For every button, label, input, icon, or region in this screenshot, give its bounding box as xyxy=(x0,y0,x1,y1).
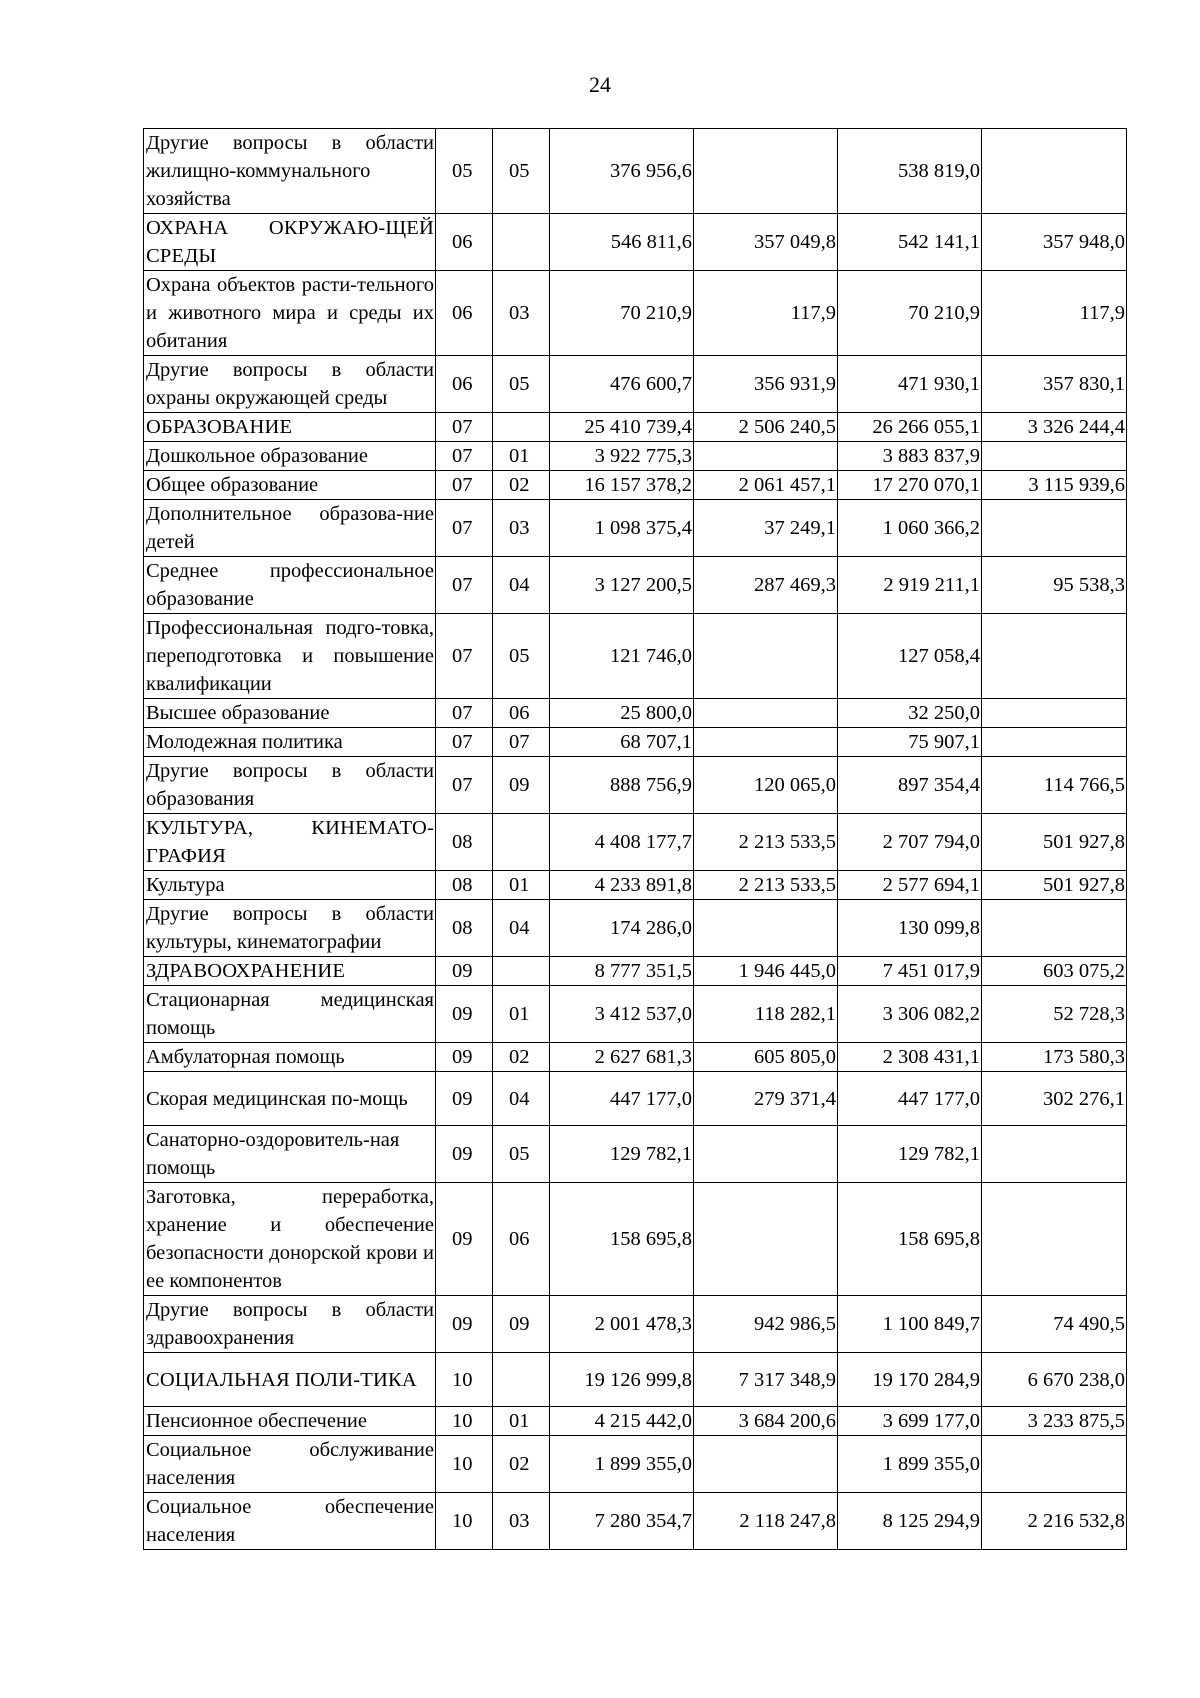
amount-2-cell: 2 118 247,8 xyxy=(694,1493,838,1550)
row-name-cell: Санаторно-оздоровитель-ная помощь xyxy=(144,1126,436,1183)
section-code-cell: 08 xyxy=(436,814,493,871)
section-code-cell: 07 xyxy=(436,413,493,442)
table-row xyxy=(144,1436,1127,1493)
subsection-code-cell: 09 xyxy=(493,1296,550,1353)
table-row xyxy=(144,471,1127,500)
amount-3-cell: 127 058,4 xyxy=(838,614,982,699)
amount-2-cell xyxy=(694,900,838,957)
amount-2-cell: 37 249,1 xyxy=(694,500,838,557)
amount-1-cell: 19 126 999,8 xyxy=(550,1353,694,1407)
subsection-code-cell xyxy=(493,413,550,442)
amount-2-cell: 356 931,9 xyxy=(694,356,838,413)
section-code-cell: 07 xyxy=(436,699,493,728)
table-row xyxy=(144,900,1127,957)
section-code-cell: 06 xyxy=(436,271,493,356)
amount-2-cell: 2 213 533,5 xyxy=(694,814,838,871)
amount-3-cell: 32 250,0 xyxy=(838,699,982,728)
row-name-cell: ЗДРАВООХРАНЕНИЕ xyxy=(144,957,436,986)
amount-4-cell xyxy=(982,442,1127,471)
section-code-cell: 08 xyxy=(436,900,493,957)
table-row xyxy=(144,1043,1127,1072)
row-name-cell: Дошкольное образование xyxy=(144,442,436,471)
amount-1-cell: 2 001 478,3 xyxy=(550,1296,694,1353)
section-code-cell: 06 xyxy=(436,356,493,413)
subsection-code-cell: 07 xyxy=(493,728,550,757)
section-code-cell: 10 xyxy=(436,1493,493,1550)
subsection-code-cell: 02 xyxy=(493,471,550,500)
subsection-code-cell: 04 xyxy=(493,1072,550,1126)
section-code-cell: 10 xyxy=(436,1353,493,1407)
subsection-code-cell xyxy=(493,1353,550,1407)
amount-1-cell: 3 922 775,3 xyxy=(550,442,694,471)
table-row xyxy=(144,814,1127,871)
amount-1-cell: 376 956,6 xyxy=(550,129,694,214)
amount-4-cell: 357 830,1 xyxy=(982,356,1127,413)
amount-1-cell: 476 600,7 xyxy=(550,356,694,413)
amount-4-cell: 117,9 xyxy=(982,271,1127,356)
row-name-cell: Культура xyxy=(144,871,436,900)
amount-3-cell: 3 699 177,0 xyxy=(838,1407,982,1436)
subsection-code-cell: 01 xyxy=(493,442,550,471)
amount-1-cell: 7 280 354,7 xyxy=(550,1493,694,1550)
amount-2-cell: 2 061 457,1 xyxy=(694,471,838,500)
amount-2-cell: 117,9 xyxy=(694,271,838,356)
amount-4-cell: 114 766,5 xyxy=(982,757,1127,814)
table-row xyxy=(144,1072,1127,1126)
amount-4-cell: 74 490,5 xyxy=(982,1296,1127,1353)
amount-2-cell xyxy=(694,728,838,757)
amount-4-cell: 6 670 238,0 xyxy=(982,1353,1127,1407)
amount-1-cell: 70 210,9 xyxy=(550,271,694,356)
amount-4-cell: 302 276,1 xyxy=(982,1072,1127,1126)
table-row xyxy=(144,957,1127,986)
section-code-cell: 09 xyxy=(436,1296,493,1353)
amount-4-cell xyxy=(982,500,1127,557)
section-code-cell: 09 xyxy=(436,1043,493,1072)
amount-2-cell xyxy=(694,1126,838,1183)
table-row xyxy=(144,986,1127,1043)
subsection-code-cell: 06 xyxy=(493,699,550,728)
section-code-cell: 05 xyxy=(436,129,493,214)
row-name-cell: Амбулаторная помощь xyxy=(144,1043,436,1072)
section-code-cell: 10 xyxy=(436,1436,493,1493)
amount-1-cell: 4 233 891,8 xyxy=(550,871,694,900)
section-code-cell: 09 xyxy=(436,957,493,986)
amount-1-cell: 3 127 200,5 xyxy=(550,557,694,614)
amount-1-cell: 16 157 378,2 xyxy=(550,471,694,500)
amount-4-cell: 603 075,2 xyxy=(982,957,1127,986)
amount-4-cell: 3 326 244,4 xyxy=(982,413,1127,442)
amount-1-cell: 25 410 739,4 xyxy=(550,413,694,442)
subsection-code-cell: 04 xyxy=(493,900,550,957)
amount-3-cell: 3 883 837,9 xyxy=(838,442,982,471)
amount-1-cell: 1 899 355,0 xyxy=(550,1436,694,1493)
amount-3-cell: 2 577 694,1 xyxy=(838,871,982,900)
amount-2-cell: 2 213 533,5 xyxy=(694,871,838,900)
section-code-cell: 09 xyxy=(436,1126,493,1183)
amount-1-cell: 174 286,0 xyxy=(550,900,694,957)
amount-3-cell: 542 141,1 xyxy=(838,214,982,271)
table-row xyxy=(144,1493,1127,1550)
amount-4-cell xyxy=(982,728,1127,757)
table-row xyxy=(144,500,1127,557)
amount-1-cell: 447 177,0 xyxy=(550,1072,694,1126)
amount-2-cell xyxy=(694,699,838,728)
row-name-cell: ОБРАЗОВАНИЕ xyxy=(144,413,436,442)
table-row xyxy=(144,1407,1127,1436)
amount-3-cell: 75 907,1 xyxy=(838,728,982,757)
amount-3-cell: 26 266 055,1 xyxy=(838,413,982,442)
subsection-code-cell: 04 xyxy=(493,557,550,614)
row-name-cell: Другие вопросы в области образования xyxy=(144,757,436,814)
amount-4-cell xyxy=(982,129,1127,214)
amount-4-cell xyxy=(982,1126,1127,1183)
amount-2-cell: 7 317 348,9 xyxy=(694,1353,838,1407)
amount-4-cell: 501 927,8 xyxy=(982,871,1127,900)
subsection-code-cell xyxy=(493,214,550,271)
section-code-cell: 07 xyxy=(436,471,493,500)
table-row xyxy=(144,271,1127,356)
row-name-cell: СОЦИАЛЬНАЯ ПОЛИ-ТИКА xyxy=(144,1353,436,1407)
row-name-cell: Скорая медицинская по-мощь xyxy=(144,1072,436,1126)
amount-4-cell: 3 233 875,5 xyxy=(982,1407,1127,1436)
amount-4-cell: 2 216 532,8 xyxy=(982,1493,1127,1550)
amount-1-cell: 888 756,9 xyxy=(550,757,694,814)
amount-2-cell: 279 371,4 xyxy=(694,1072,838,1126)
subsection-code-cell: 06 xyxy=(493,1183,550,1296)
row-name-cell: Среднее профессиональное образование xyxy=(144,557,436,614)
table-row xyxy=(144,356,1127,413)
row-name-cell: Молодежная политика xyxy=(144,728,436,757)
subsection-code-cell: 03 xyxy=(493,500,550,557)
amount-1-cell: 4 215 442,0 xyxy=(550,1407,694,1436)
amount-3-cell: 7 451 017,9 xyxy=(838,957,982,986)
amount-3-cell: 471 930,1 xyxy=(838,356,982,413)
amount-4-cell: 357 948,0 xyxy=(982,214,1127,271)
subsection-code-cell: 09 xyxy=(493,757,550,814)
row-name-cell: Профессиональная подго-товка, переподготовка и повышение квалификации xyxy=(144,614,436,699)
row-name-cell: Высшее образование xyxy=(144,699,436,728)
amount-2-cell: 1 946 445,0 xyxy=(694,957,838,986)
amount-2-cell: 2 506 240,5 xyxy=(694,413,838,442)
amount-2-cell: 287 469,3 xyxy=(694,557,838,614)
section-code-cell: 07 xyxy=(436,500,493,557)
row-name-cell: Другие вопросы в области здравоохранения xyxy=(144,1296,436,1353)
amount-3-cell: 70 210,9 xyxy=(838,271,982,356)
subsection-code-cell: 01 xyxy=(493,1407,550,1436)
subsection-code-cell: 01 xyxy=(493,986,550,1043)
row-name-cell: Заготовка, переработка, хранение и обеспечение безопасности донорской крови и ее компонентов xyxy=(144,1183,436,1296)
amount-2-cell xyxy=(694,1436,838,1493)
amount-2-cell: 605 805,0 xyxy=(694,1043,838,1072)
subsection-code-cell: 02 xyxy=(493,1043,550,1072)
amount-2-cell: 357 049,8 xyxy=(694,214,838,271)
page-number: 24 xyxy=(589,72,611,97)
amount-1-cell: 3 412 537,0 xyxy=(550,986,694,1043)
amount-3-cell: 158 695,8 xyxy=(838,1183,982,1296)
subsection-code-cell: 03 xyxy=(493,271,550,356)
amount-4-cell xyxy=(982,699,1127,728)
table-row xyxy=(144,757,1127,814)
table-row xyxy=(144,614,1127,699)
table-row xyxy=(144,129,1127,214)
row-name-cell: Другие вопросы в области жилищно-коммунального хозяйства xyxy=(144,129,436,214)
amount-3-cell: 1 899 355,0 xyxy=(838,1436,982,1493)
amount-2-cell: 118 282,1 xyxy=(694,986,838,1043)
table-row xyxy=(144,442,1127,471)
row-name-cell: Охрана объектов расти-тельного и животного мира и среды их обитания xyxy=(144,271,436,356)
amount-1-cell: 158 695,8 xyxy=(550,1183,694,1296)
subsection-code-cell: 05 xyxy=(493,614,550,699)
section-code-cell: 09 xyxy=(436,1072,493,1126)
amount-1-cell: 546 811,6 xyxy=(550,214,694,271)
table-row xyxy=(144,1126,1127,1183)
row-name-cell: Другие вопросы в области охраны окружающей среды xyxy=(144,356,436,413)
amount-4-cell: 173 580,3 xyxy=(982,1043,1127,1072)
amount-1-cell: 129 782,1 xyxy=(550,1126,694,1183)
amount-4-cell: 95 538,3 xyxy=(982,557,1127,614)
amount-3-cell: 130 099,8 xyxy=(838,900,982,957)
table-row xyxy=(144,413,1127,442)
amount-4-cell: 501 927,8 xyxy=(982,814,1127,871)
budget-table-body xyxy=(144,129,1127,1550)
amount-2-cell xyxy=(694,129,838,214)
amount-3-cell: 2 707 794,0 xyxy=(838,814,982,871)
row-name-cell: Дополнительное образова-ние детей xyxy=(144,500,436,557)
row-name-cell: Другие вопросы в области культуры, кинематографии xyxy=(144,900,436,957)
amount-3-cell: 17 270 070,1 xyxy=(838,471,982,500)
table-row xyxy=(144,1183,1127,1296)
table-row xyxy=(144,728,1127,757)
amount-3-cell: 897 354,4 xyxy=(838,757,982,814)
row-name-cell: Пенсионное обеспечение xyxy=(144,1407,436,1436)
amount-2-cell: 3 684 200,6 xyxy=(694,1407,838,1436)
amount-1-cell: 8 777 351,5 xyxy=(550,957,694,986)
amount-4-cell xyxy=(982,614,1127,699)
row-name-cell: Социальное обслуживание населения xyxy=(144,1436,436,1493)
amount-2-cell: 120 065,0 xyxy=(694,757,838,814)
amount-4-cell: 52 728,3 xyxy=(982,986,1127,1043)
section-code-cell: 07 xyxy=(436,614,493,699)
subsection-code-cell: 03 xyxy=(493,1493,550,1550)
amount-1-cell: 25 800,0 xyxy=(550,699,694,728)
section-code-cell: 09 xyxy=(436,1183,493,1296)
section-code-cell: 09 xyxy=(436,986,493,1043)
amount-3-cell: 1 060 366,2 xyxy=(838,500,982,557)
amount-3-cell: 8 125 294,9 xyxy=(838,1493,982,1550)
amount-3-cell: 129 782,1 xyxy=(838,1126,982,1183)
amount-3-cell: 2 919 211,1 xyxy=(838,557,982,614)
amount-4-cell xyxy=(982,1436,1127,1493)
section-code-cell: 07 xyxy=(436,557,493,614)
table-row xyxy=(144,699,1127,728)
table-row xyxy=(144,1296,1127,1353)
amount-1-cell: 121 746,0 xyxy=(550,614,694,699)
amount-1-cell: 1 098 375,4 xyxy=(550,500,694,557)
table-row xyxy=(144,557,1127,614)
section-code-cell: 08 xyxy=(436,871,493,900)
table-row xyxy=(144,871,1127,900)
amount-2-cell xyxy=(694,614,838,699)
section-code-cell: 07 xyxy=(436,757,493,814)
subsection-code-cell: 05 xyxy=(493,356,550,413)
row-name-cell: Социальное обеспечение населения xyxy=(144,1493,436,1550)
subsection-code-cell xyxy=(493,814,550,871)
amount-1-cell: 68 707,1 xyxy=(550,728,694,757)
section-code-cell: 06 xyxy=(436,214,493,271)
table-row xyxy=(144,214,1127,271)
amount-3-cell: 538 819,0 xyxy=(838,129,982,214)
amount-1-cell: 2 627 681,3 xyxy=(550,1043,694,1072)
section-code-cell: 07 xyxy=(436,442,493,471)
budget-table xyxy=(143,128,1127,1550)
amount-4-cell xyxy=(982,900,1127,957)
subsection-code-cell: 05 xyxy=(493,129,550,214)
amount-2-cell: 942 986,5 xyxy=(694,1296,838,1353)
row-name-cell: ОХРАНА ОКРУЖАЮ-ЩЕЙ СРЕДЫ xyxy=(144,214,436,271)
subsection-code-cell xyxy=(493,957,550,986)
row-name-cell: Общее образование xyxy=(144,471,436,500)
amount-4-cell xyxy=(982,1183,1127,1296)
subsection-code-cell: 02 xyxy=(493,1436,550,1493)
section-code-cell: 07 xyxy=(436,728,493,757)
row-name-cell: Стационарная медицинская помощь xyxy=(144,986,436,1043)
amount-2-cell xyxy=(694,1183,838,1296)
section-code-cell: 10 xyxy=(436,1407,493,1436)
amount-3-cell: 2 308 431,1 xyxy=(838,1043,982,1072)
table-row xyxy=(144,1353,1127,1407)
subsection-code-cell: 05 xyxy=(493,1126,550,1183)
amount-3-cell: 1 100 849,7 xyxy=(838,1296,982,1353)
amount-3-cell: 447 177,0 xyxy=(838,1072,982,1126)
subsection-code-cell: 01 xyxy=(493,871,550,900)
amount-3-cell: 3 306 082,2 xyxy=(838,986,982,1043)
amount-3-cell: 19 170 284,9 xyxy=(838,1353,982,1407)
amount-2-cell xyxy=(694,442,838,471)
amount-4-cell: 3 115 939,6 xyxy=(982,471,1127,500)
row-name-cell: КУЛЬТУРА, КИНЕМАТО-ГРАФИЯ xyxy=(144,814,436,871)
amount-1-cell: 4 408 177,7 xyxy=(550,814,694,871)
